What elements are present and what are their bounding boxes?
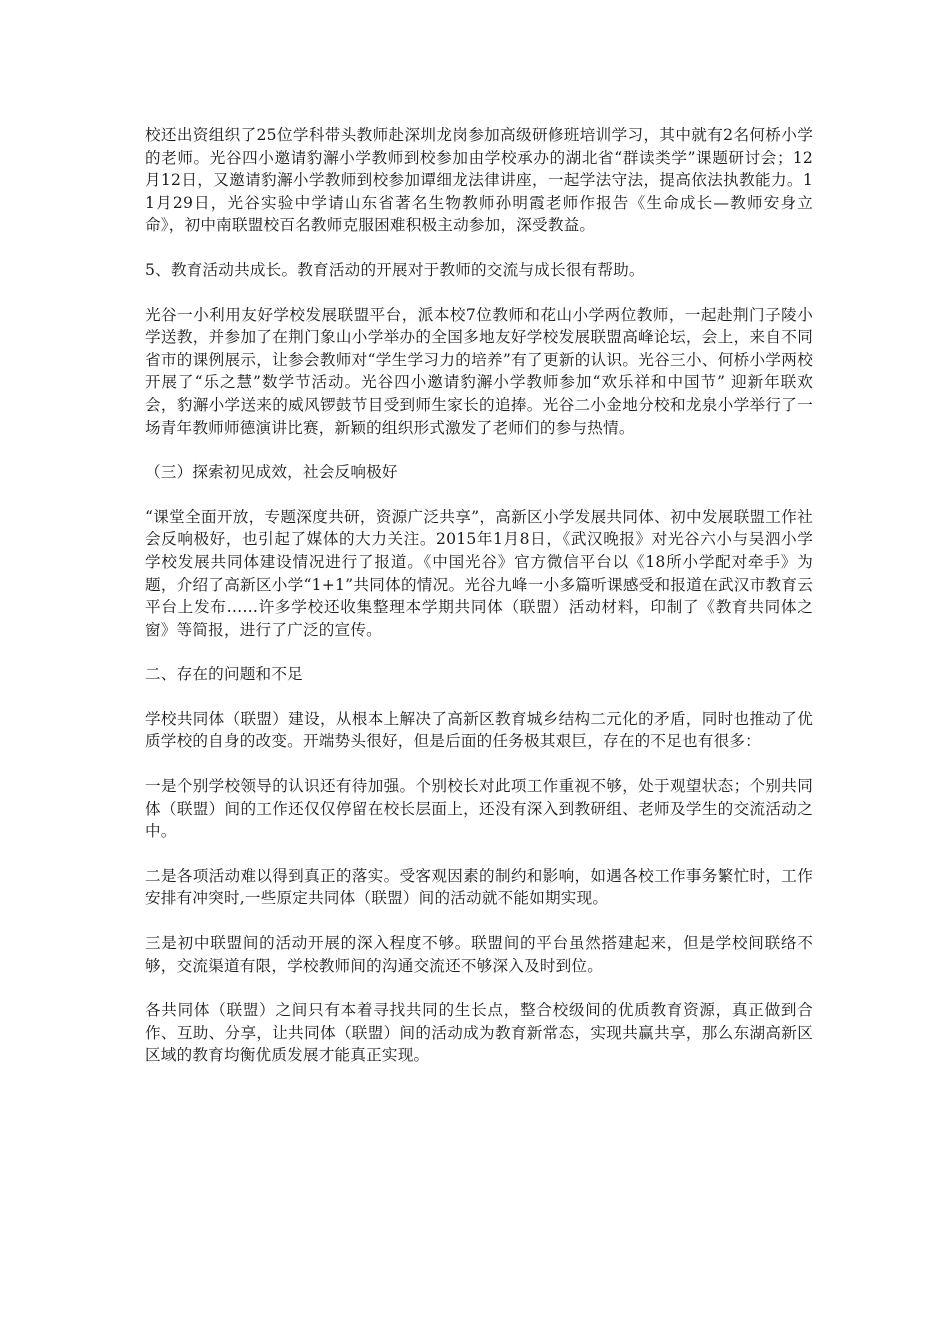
paragraph-problem-two: 二是各项活动难以得到真正的落实。受客观因素的制约和影响，如遇各校工作事务繁忙时，工作安排有冲突时,一些原定共同体（联盟）间的活动就不能如期实现。: [145, 866, 813, 908]
section-heading-problems: 二、存在的问题和不足: [145, 665, 303, 684]
document-page: [145, 124, 813, 1089]
paragraph-guanggu-activities: 光谷一小利用友好学校发展联盟平台，派本校7位教师和花山小学两位教师，一起赴荆门子陵小学送教，并参加了在荆门象山小学举办的全国多地友好学校发展联盟高峰论坛，会上，来自不同省市的课例展示，让参会教师对“学生学习力的培养”有了更新的认识。光谷三小、何桥小学两校开展了“乐之慧”数学节活动。光谷四小邀请豹澥小学教师参加“欢乐祥和中国节” 迎新年联欢会，豹澥小学送来的威风锣鼓节目受到师生家长的追捧。光谷二小金地分校和龙泉小学举行了一场青年教师师德演讲比赛，新颖的组织形式激发了老师们的参与热情。: [145, 305, 813, 437]
paragraph-problem-three: 三是初中联盟间的活动开展的深入程度不够。联盟间的平台虽然搭建起来，但是学校间联络不够，交流渠道有限，学校教师间的沟通交流还不够深入及时到位。: [145, 934, 813, 975]
paragraph-problems-intro: 学校共同体（联盟）建设，从根本上解决了高新区教育城乡结构二元化的矛盾，同时也推动了优质学校的自身的改变。开端势头很好，但是后面的任务极其艰巨，存在的不足也有很多：: [145, 709, 813, 751]
section-heading-education-activities: 5、教育活动共成长。教育活动的开展对于教师的交流与成长很有帮助。: [145, 260, 645, 279]
section-heading-initial-results: （三）探索初见成效，社会反响极好: [145, 463, 398, 482]
paragraph-problem-one: 一是个别学校领导的认识还有待加强。个别校长对此项工作重视不够，处于观望状态；个别共同体（联盟）间的工作还仅仅停留在校长层面上，还没有深入到教研组、老师及学生的交流活动之中。: [145, 777, 813, 841]
paragraph-training-activities: 校还出资组织了25位学科带头教师赴深圳龙岗参加高级研修班培训学习，其中就有2名何桥小学的老师。光谷四小邀请豹澥小学教师到校参加由学校承办的湖北省“群读类学”课题研讨会；12月12日，又邀请豹澥小学教师到校参加谭细龙法律讲座，一起学法守法，提高依法执教能力。11月29日，光谷实验中学请山东省著名生物教师孙明霞老师作报告《生命成长—教师安身立命》，初中南联盟校百名教师克服困难积极主动参加，深受教益。: [145, 126, 813, 235]
paragraph-conclusion: 各共同体（联盟）之间只有本着寻找共同的生长点，整合校级间的优质教育资源，真正做到合作、互助、分享，让共同体（联盟）间的活动成为教育新常态，实现共赢共享，那么东湖高新区区域的教育均衡优质发展才能真正实现。: [145, 1001, 813, 1065]
paragraph-media-response: “课堂全面开放，专题深度共研，资源广泛共享”，高新区小学发展共同体、初中发展联盟工作社会反响极好，也引起了媒体的大力关注。2015年1月8日，《武汉晚报》对光谷六小与吴泗小学学校发展共同体建设情况进行了报道。《中国光谷》官方微信平台以《18所小学配对牵手》为题，介绍了高新区小学“1+1”共同体的情况。光谷九峰一小多篇听课感受和报道在武汉市教育云平台上发布……许多学校还收集整理本学期共同体（联盟）活动材料，印制了《教育共同体之窗》等简报，进行了广泛的宣传。: [145, 507, 813, 639]
